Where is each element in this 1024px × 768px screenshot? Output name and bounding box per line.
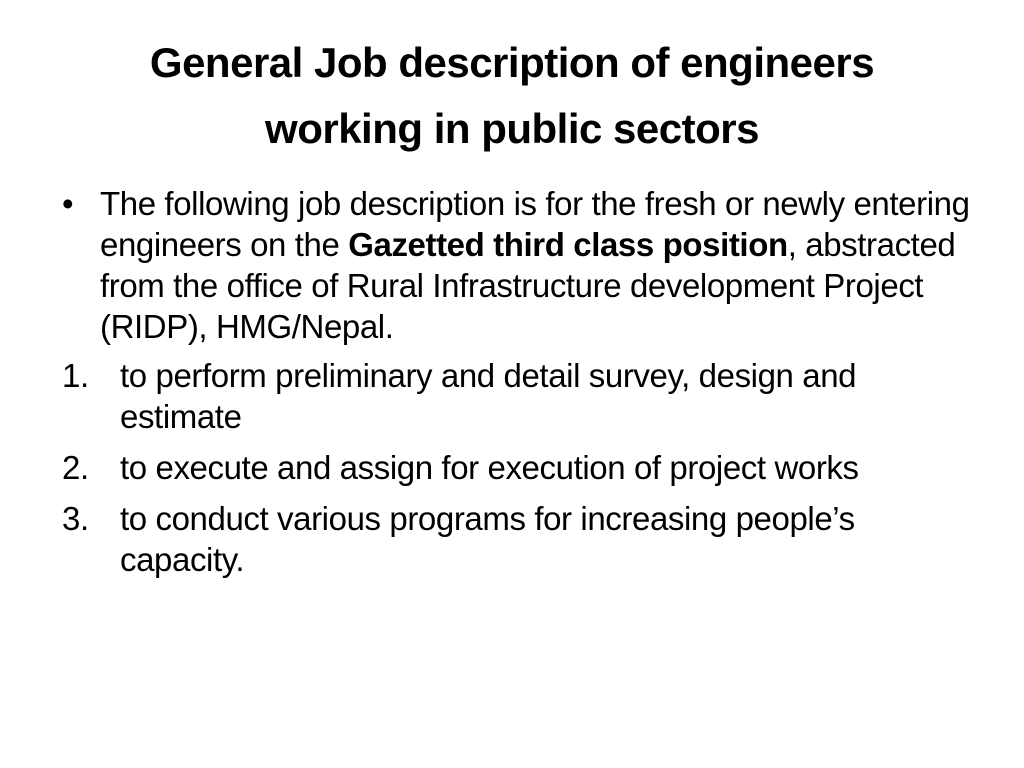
numbered-item-2 (56, 447, 976, 488)
title-line-1: General Job description of engineers (149, 39, 875, 86)
bullet-marker: • (62, 185, 74, 222)
bullet-text-after: , abstracted from the office of Rural Infrastructure development Project (RIDP), HMG/Nepal. (100, 226, 956, 345)
list-item-text: to conduct various programs for increasing people’s capacity. (120, 500, 855, 578)
list-number: 1. (62, 357, 89, 394)
bullet-paragraph (56, 183, 976, 347)
list-item-text: to perform preliminary and detail survey, design and estimate (120, 357, 857, 435)
list-item-text: to execute and assign for execution of project works (120, 449, 859, 486)
slide-title (40, 30, 984, 162)
numbered-item-3 (56, 498, 976, 580)
numbered-item-1 (56, 355, 976, 437)
slide-body (56, 183, 976, 580)
bullet-bold-text: Gazetted third class position (348, 226, 788, 263)
list-number: 2. (62, 449, 89, 486)
list-number: 3. (62, 500, 89, 537)
title-line-2: working in public sectors (265, 105, 759, 152)
bullet-text-before: The following job description is for the fresh or newly entering engineers on the (100, 185, 970, 263)
